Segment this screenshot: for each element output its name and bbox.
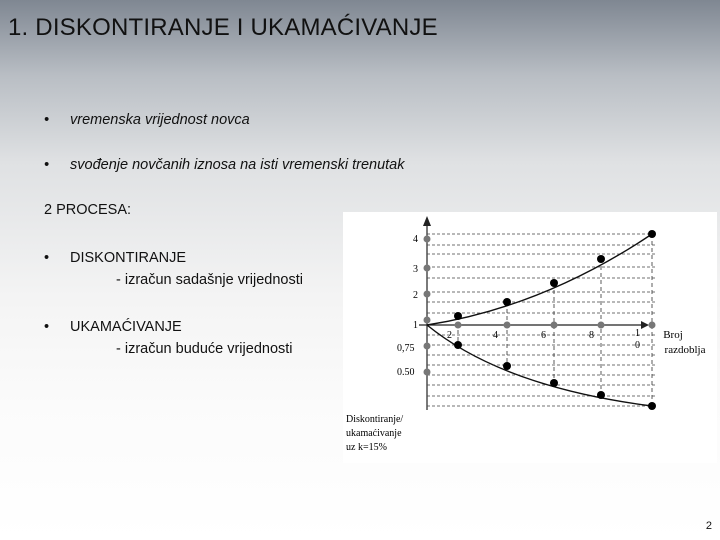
- process-description: - izračun buduće vrijednosti: [116, 341, 293, 357]
- bullet-dot: •: [44, 112, 50, 128]
- figure-caption: uz k=15%: [346, 442, 387, 453]
- bullet-dot: •: [44, 319, 50, 335]
- y-tick-label: 0,75: [397, 343, 415, 354]
- y-tick-label: 4: [413, 234, 418, 245]
- x-tick-label: 2: [447, 330, 452, 341]
- y-tick-label: 3: [413, 264, 418, 275]
- x-axis-label: razdoblja: [664, 344, 706, 356]
- y-tick-label: 2: [413, 290, 418, 301]
- x-tick-label: 4: [493, 330, 498, 341]
- page-number: 2: [705, 520, 712, 532]
- compounding-curve: [427, 234, 652, 325]
- x-tick-label: 8: [589, 330, 594, 341]
- y-tick-label: 0.50: [397, 367, 415, 378]
- bullet-dot: •: [44, 157, 50, 173]
- x-tick-label: 6: [541, 330, 546, 341]
- bullet-dot: •: [44, 250, 50, 266]
- bullet-text: svođenje novčanih iznosa na isti vremenski trenutak: [70, 157, 405, 173]
- horizontal-guides: [427, 234, 655, 406]
- figure-caption: Diskontiranje/: [346, 414, 404, 425]
- process-description: - izračun sadašnje vrijednosti: [116, 272, 303, 288]
- bullet-text: vremenska vrijednost novca: [70, 112, 250, 128]
- discount-compound-figure: [343, 212, 717, 463]
- x-axis-label: Broj: [663, 329, 683, 341]
- figure-caption: ukamaćivanje: [346, 428, 402, 439]
- y-tick-label: 1: [413, 320, 418, 331]
- figure-diagram: [343, 212, 717, 463]
- x-axis-arrow-icon: [641, 321, 649, 329]
- process-name: UKAMAĆIVANJE: [70, 319, 182, 335]
- x-tick-label: 1: [635, 328, 640, 339]
- process-name: DISKONTIRANJE: [70, 250, 187, 266]
- processes-heading: 2 PROCESA:: [44, 202, 132, 218]
- discounting-curve: [427, 325, 652, 406]
- curve-points: [454, 230, 656, 410]
- y-axis-arrow-icon: [423, 216, 431, 226]
- x-tick-label: 0: [635, 340, 640, 351]
- slide-title: 1. DISKONTIRANJE I UKAMAĆIVANJE: [8, 14, 438, 41]
